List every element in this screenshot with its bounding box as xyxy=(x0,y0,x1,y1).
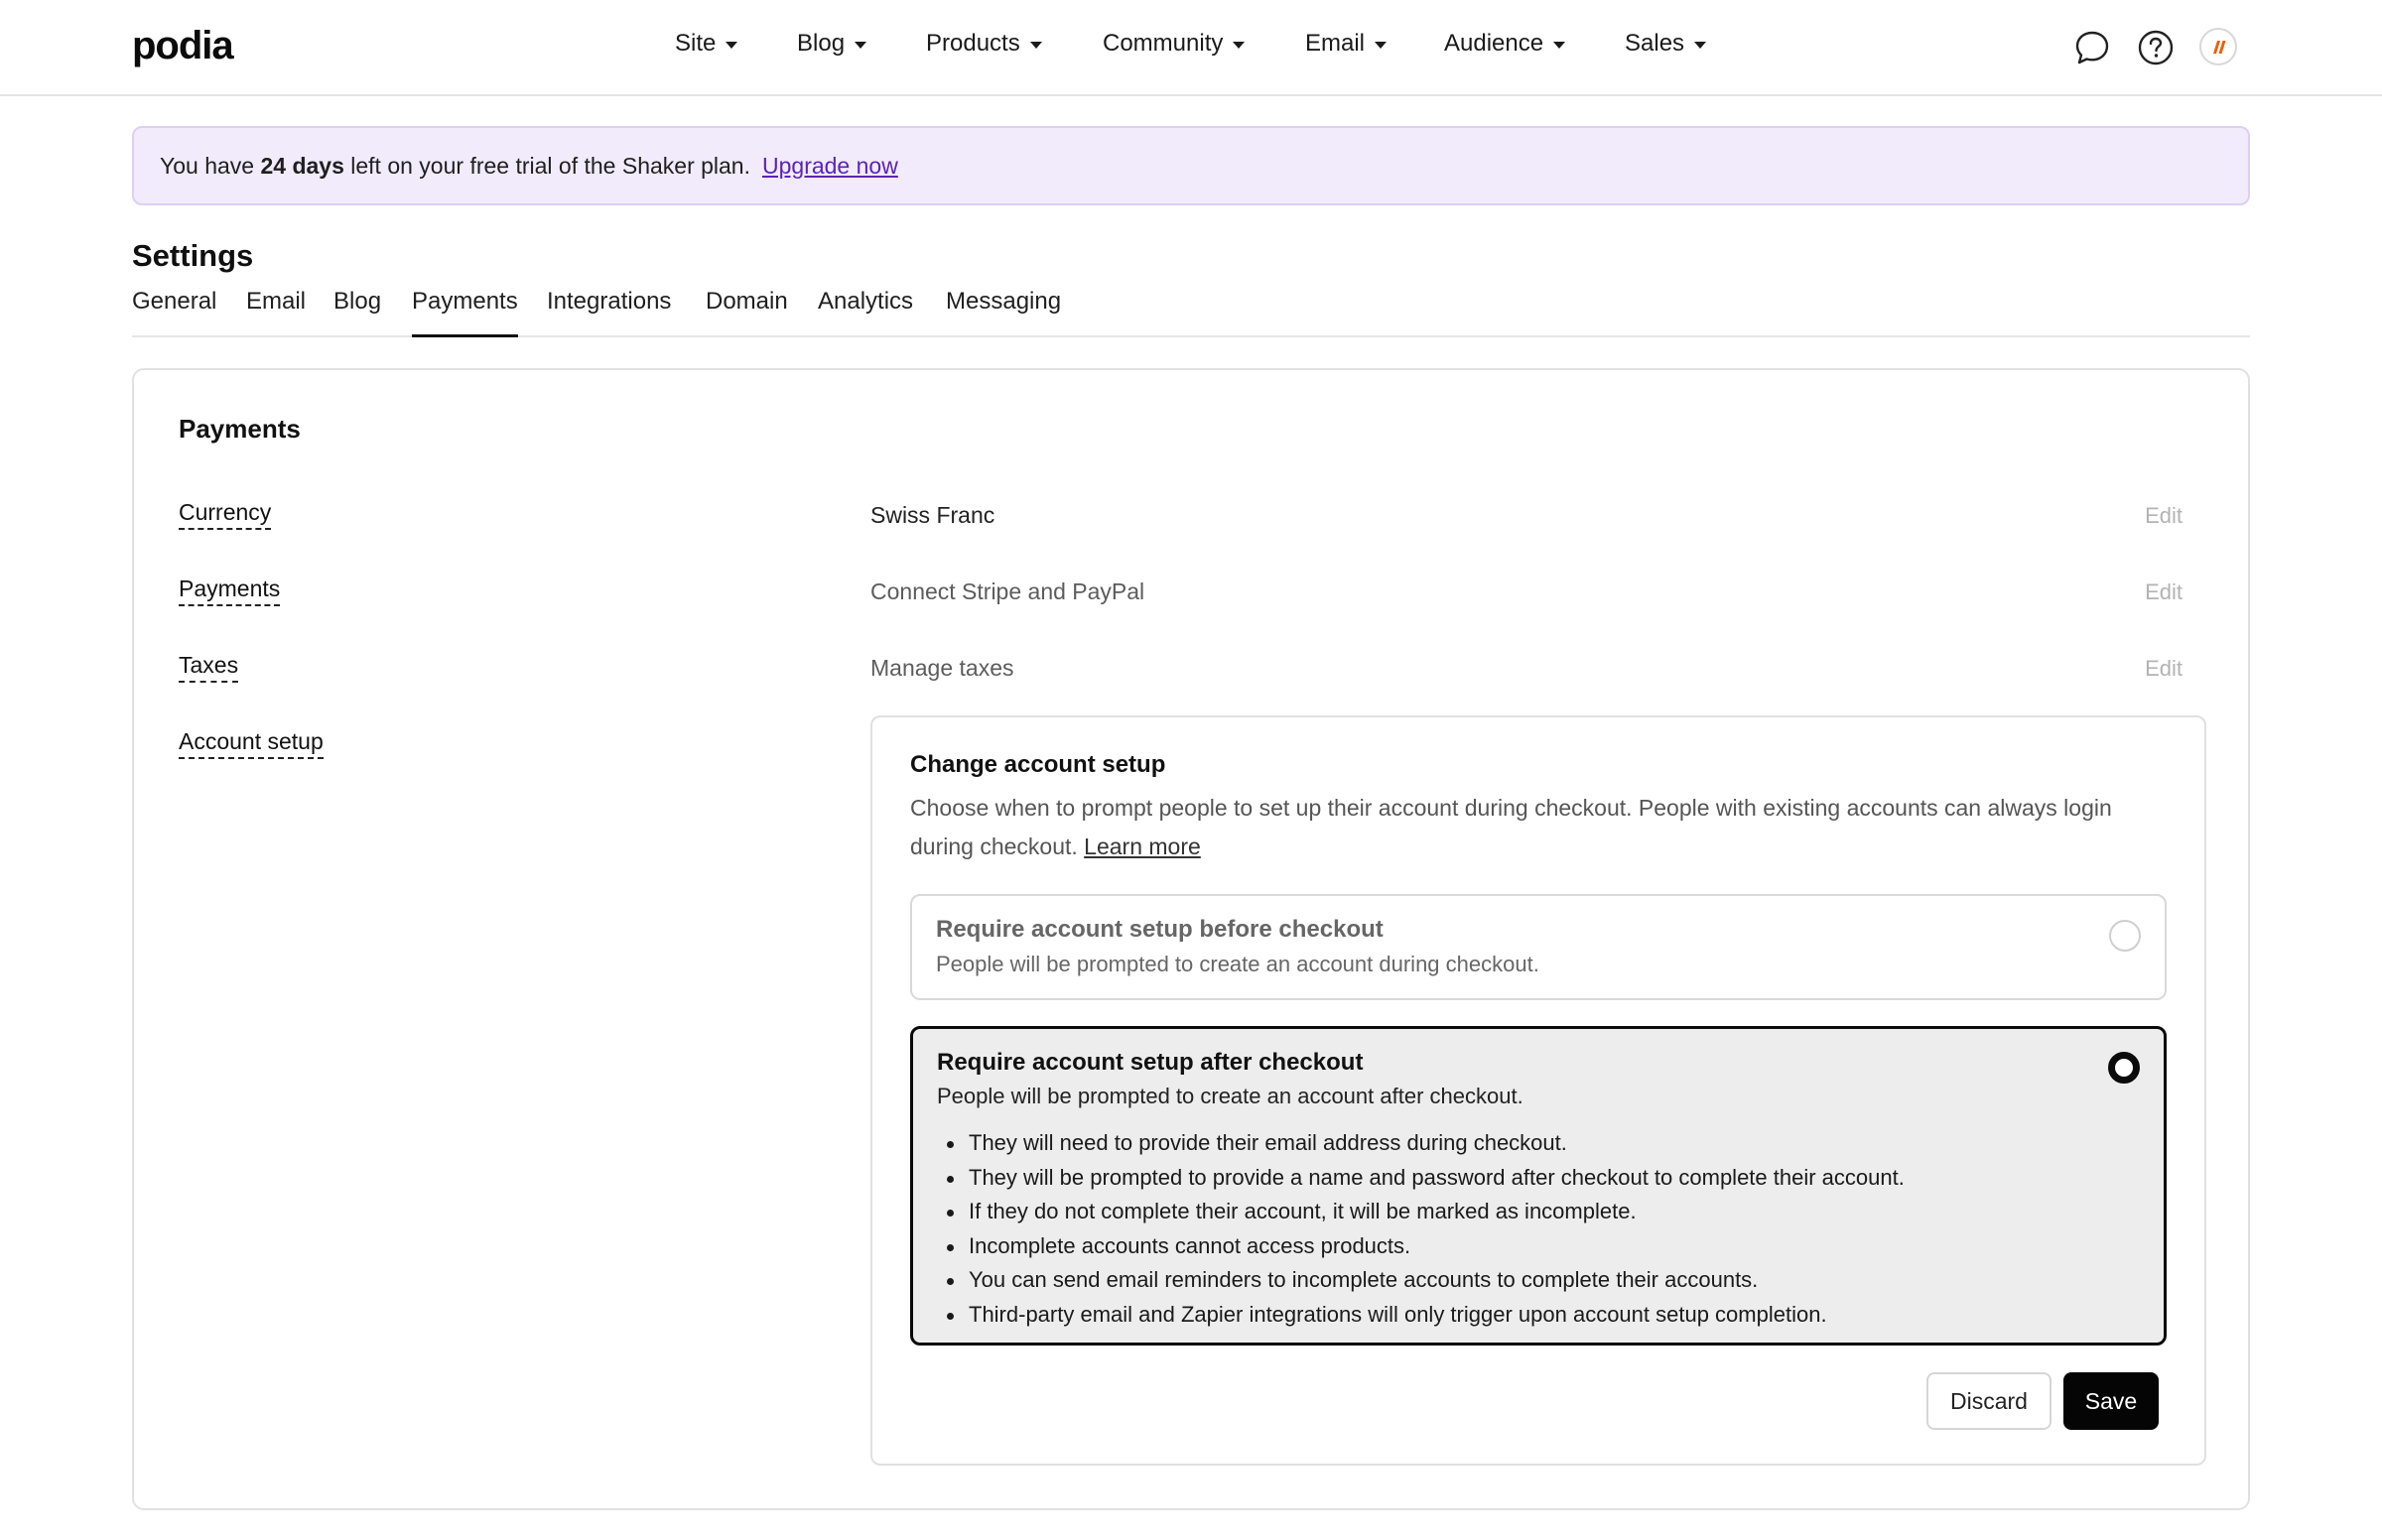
list-item: Incomplete accounts cannot access products. xyxy=(937,1229,1905,1264)
learn-more-link[interactable]: Learn more xyxy=(1084,834,1201,859)
list-item: If they do not complete their account, it will be marked as incomplete. xyxy=(937,1195,1905,1229)
list-item: They will be prompted to provide a name and password after checkout to complete their account. xyxy=(937,1161,1905,1196)
tab-email[interactable]: Email xyxy=(246,288,307,315)
save-button[interactable]: Save xyxy=(2063,1372,2159,1430)
tab-payments[interactable]: Payments xyxy=(412,288,518,337)
chat-icon[interactable] xyxy=(2073,29,2111,66)
nav-audience-menu[interactable] xyxy=(1444,30,1565,58)
panel-description-text: Choose when to prompt people to set up their account during checkout. People with existing accounts can always login during checkout. xyxy=(910,795,2112,859)
currency-label[interactable]: Currency xyxy=(179,499,271,530)
nav-blog-menu[interactable] xyxy=(797,30,866,58)
tab-domain[interactable]: Domain xyxy=(706,288,788,315)
page-title: Settings xyxy=(132,238,254,273)
banner-days: 24 days xyxy=(260,152,344,179)
payments-card xyxy=(132,368,2250,1510)
nav-label: Site xyxy=(675,30,717,57)
currency-edit-button[interactable]: Edit xyxy=(2145,503,2183,528)
tab-analytics[interactable]: Analytics xyxy=(818,288,914,315)
nav-site-menu[interactable] xyxy=(675,30,737,58)
payments-edit-button[interactable]: Edit xyxy=(2145,579,2183,604)
main-nav xyxy=(0,0,2382,96)
nav-label: Products xyxy=(926,30,1020,57)
account-setup-label[interactable]: Account setup xyxy=(179,728,324,759)
option-subtitle: People will be prompted to create an account during checkout. xyxy=(936,952,1539,976)
banner-prefix: You have xyxy=(160,152,255,179)
taxes-label[interactable]: Taxes xyxy=(179,652,238,683)
taxes-value: Manage taxes xyxy=(870,655,1014,681)
nav-sales-menu[interactable] xyxy=(1625,30,1706,58)
tab-integrations[interactable]: Integrations xyxy=(547,288,672,315)
panel-description xyxy=(910,789,2141,866)
trial-banner xyxy=(132,126,2250,205)
nav-email-menu[interactable] xyxy=(1305,30,1387,58)
tab-general[interactable]: General xyxy=(132,288,217,315)
podia-logo[interactable]: podia xyxy=(132,24,233,67)
tab-messaging[interactable]: Messaging xyxy=(946,288,1062,315)
taxes-edit-button[interactable]: Edit xyxy=(2145,656,2183,681)
caret-down-icon xyxy=(1553,42,1565,49)
payments-value: Connect Stripe and PayPal xyxy=(870,578,1145,604)
caret-down-icon xyxy=(1694,42,1706,49)
nav-label: Audience xyxy=(1444,30,1544,57)
discard-button[interactable]: Discard xyxy=(1926,1372,2051,1430)
caret-down-icon xyxy=(726,42,737,49)
card-title: Payments xyxy=(179,414,301,444)
nav-community-menu[interactable] xyxy=(1103,30,1245,58)
nav-label: Email xyxy=(1305,30,1366,57)
list-item: You can send email reminders to incomplete accounts to complete their accounts. xyxy=(937,1263,1905,1298)
help-icon[interactable] xyxy=(2137,29,2175,66)
caret-down-icon xyxy=(1030,42,1042,49)
upgrade-now-link[interactable]: Upgrade now xyxy=(762,152,898,179)
option-title: Require account setup after checkout xyxy=(937,1049,1364,1076)
panel-title: Change account setup xyxy=(910,751,1166,778)
caret-down-icon xyxy=(1375,42,1387,49)
banner-suffix: left on your free trial of the Shaker plan. xyxy=(350,152,750,179)
option-title: Require account setup before checkout xyxy=(936,916,1384,943)
currency-value: Swiss Franc xyxy=(870,502,995,528)
caret-down-icon xyxy=(1233,42,1245,49)
caret-down-icon xyxy=(855,42,866,49)
top-navbar xyxy=(0,0,2382,96)
account-setup-panel xyxy=(870,715,2206,1466)
nav-products-menu[interactable] xyxy=(926,30,1042,58)
payments-label[interactable]: Payments xyxy=(179,576,280,606)
option-subtitle: People will be prompted to create an account after checkout. xyxy=(937,1084,1523,1108)
settings-tabs xyxy=(132,288,2250,337)
nav-label: Community xyxy=(1103,30,1224,57)
radio-after-checkout[interactable] xyxy=(2108,1052,2140,1084)
podia-brand-icon xyxy=(2207,36,2229,58)
list-item: They will need to provide their email address during checkout. xyxy=(937,1126,1905,1161)
radio-before-checkout[interactable] xyxy=(2109,920,2141,952)
nav-label: Blog xyxy=(797,30,846,57)
option-before-checkout[interactable] xyxy=(910,894,2167,1000)
list-item: Third-party email and Zapier integrations will only trigger upon account setup completion. xyxy=(937,1298,1905,1333)
tab-blog[interactable]: Blog xyxy=(333,288,382,315)
option-after-checkout[interactable] xyxy=(910,1026,2167,1346)
account-avatar[interactable] xyxy=(2199,28,2237,65)
option-bullets xyxy=(937,1126,1905,1332)
nav-label: Sales xyxy=(1625,30,1685,57)
